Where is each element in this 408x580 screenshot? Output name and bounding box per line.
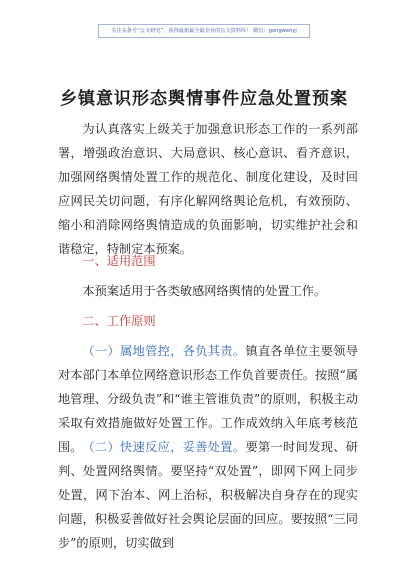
principle-2-text: 要第一时间发现、研判、处置网络舆情。要坚持“双处置”，即网下网上同步处置，网下治本、网上治标，积极解决自身存在的现实问题，积极妥善做好社会舆论层面的回应。要按照“三同步”的原则，切实做到: [58, 440, 359, 550]
principle-2-paragraph: [58, 435, 358, 555]
intro-paragraph: 为认真落实上级关于加强意识形态工作的一系列部署，增强政治意识、大局意识、核心意识、看齐意识，加强网络舆情处置工作的规范化、制度化建设，及时回应网民关切问题，有序化解网络舆论危机，有效预防、缩小和消除网络舆情造成的负面影响，切实维护社会和谐稳定，特制定本预案。: [58, 122, 358, 256]
principle-1-lead: （一）属地管控，各负其责。: [82, 344, 246, 358]
section-heading-scope: 一、适用范围: [82, 254, 156, 268]
section-heading-principles: 二、工作原则: [82, 314, 156, 328]
document-title: 乡镇意识形态舆情事件应急处置预案: [60, 89, 348, 109]
principle-2-lead: （二）快速反应，妥善处置。: [82, 440, 246, 454]
header-banner: 关注头条号“公文研究”，获得最新最全最专业的公文资料库！ 微信：gongwenyj: [98, 24, 310, 38]
principle-1-text: 镇直各单位主要领导对本部门本单位网络意识形态工作负首要责任。按照“属地管理、分级负责”和“谁主管谁负责”的原则，积极主动采取有效措施做好处置工作。工作成效纳入年底考核范围。: [58, 344, 359, 454]
scope-paragraph: 本预案适用于各类敏感网络舆情的处置工作。: [82, 284, 327, 298]
document-body: [58, 117, 358, 555]
